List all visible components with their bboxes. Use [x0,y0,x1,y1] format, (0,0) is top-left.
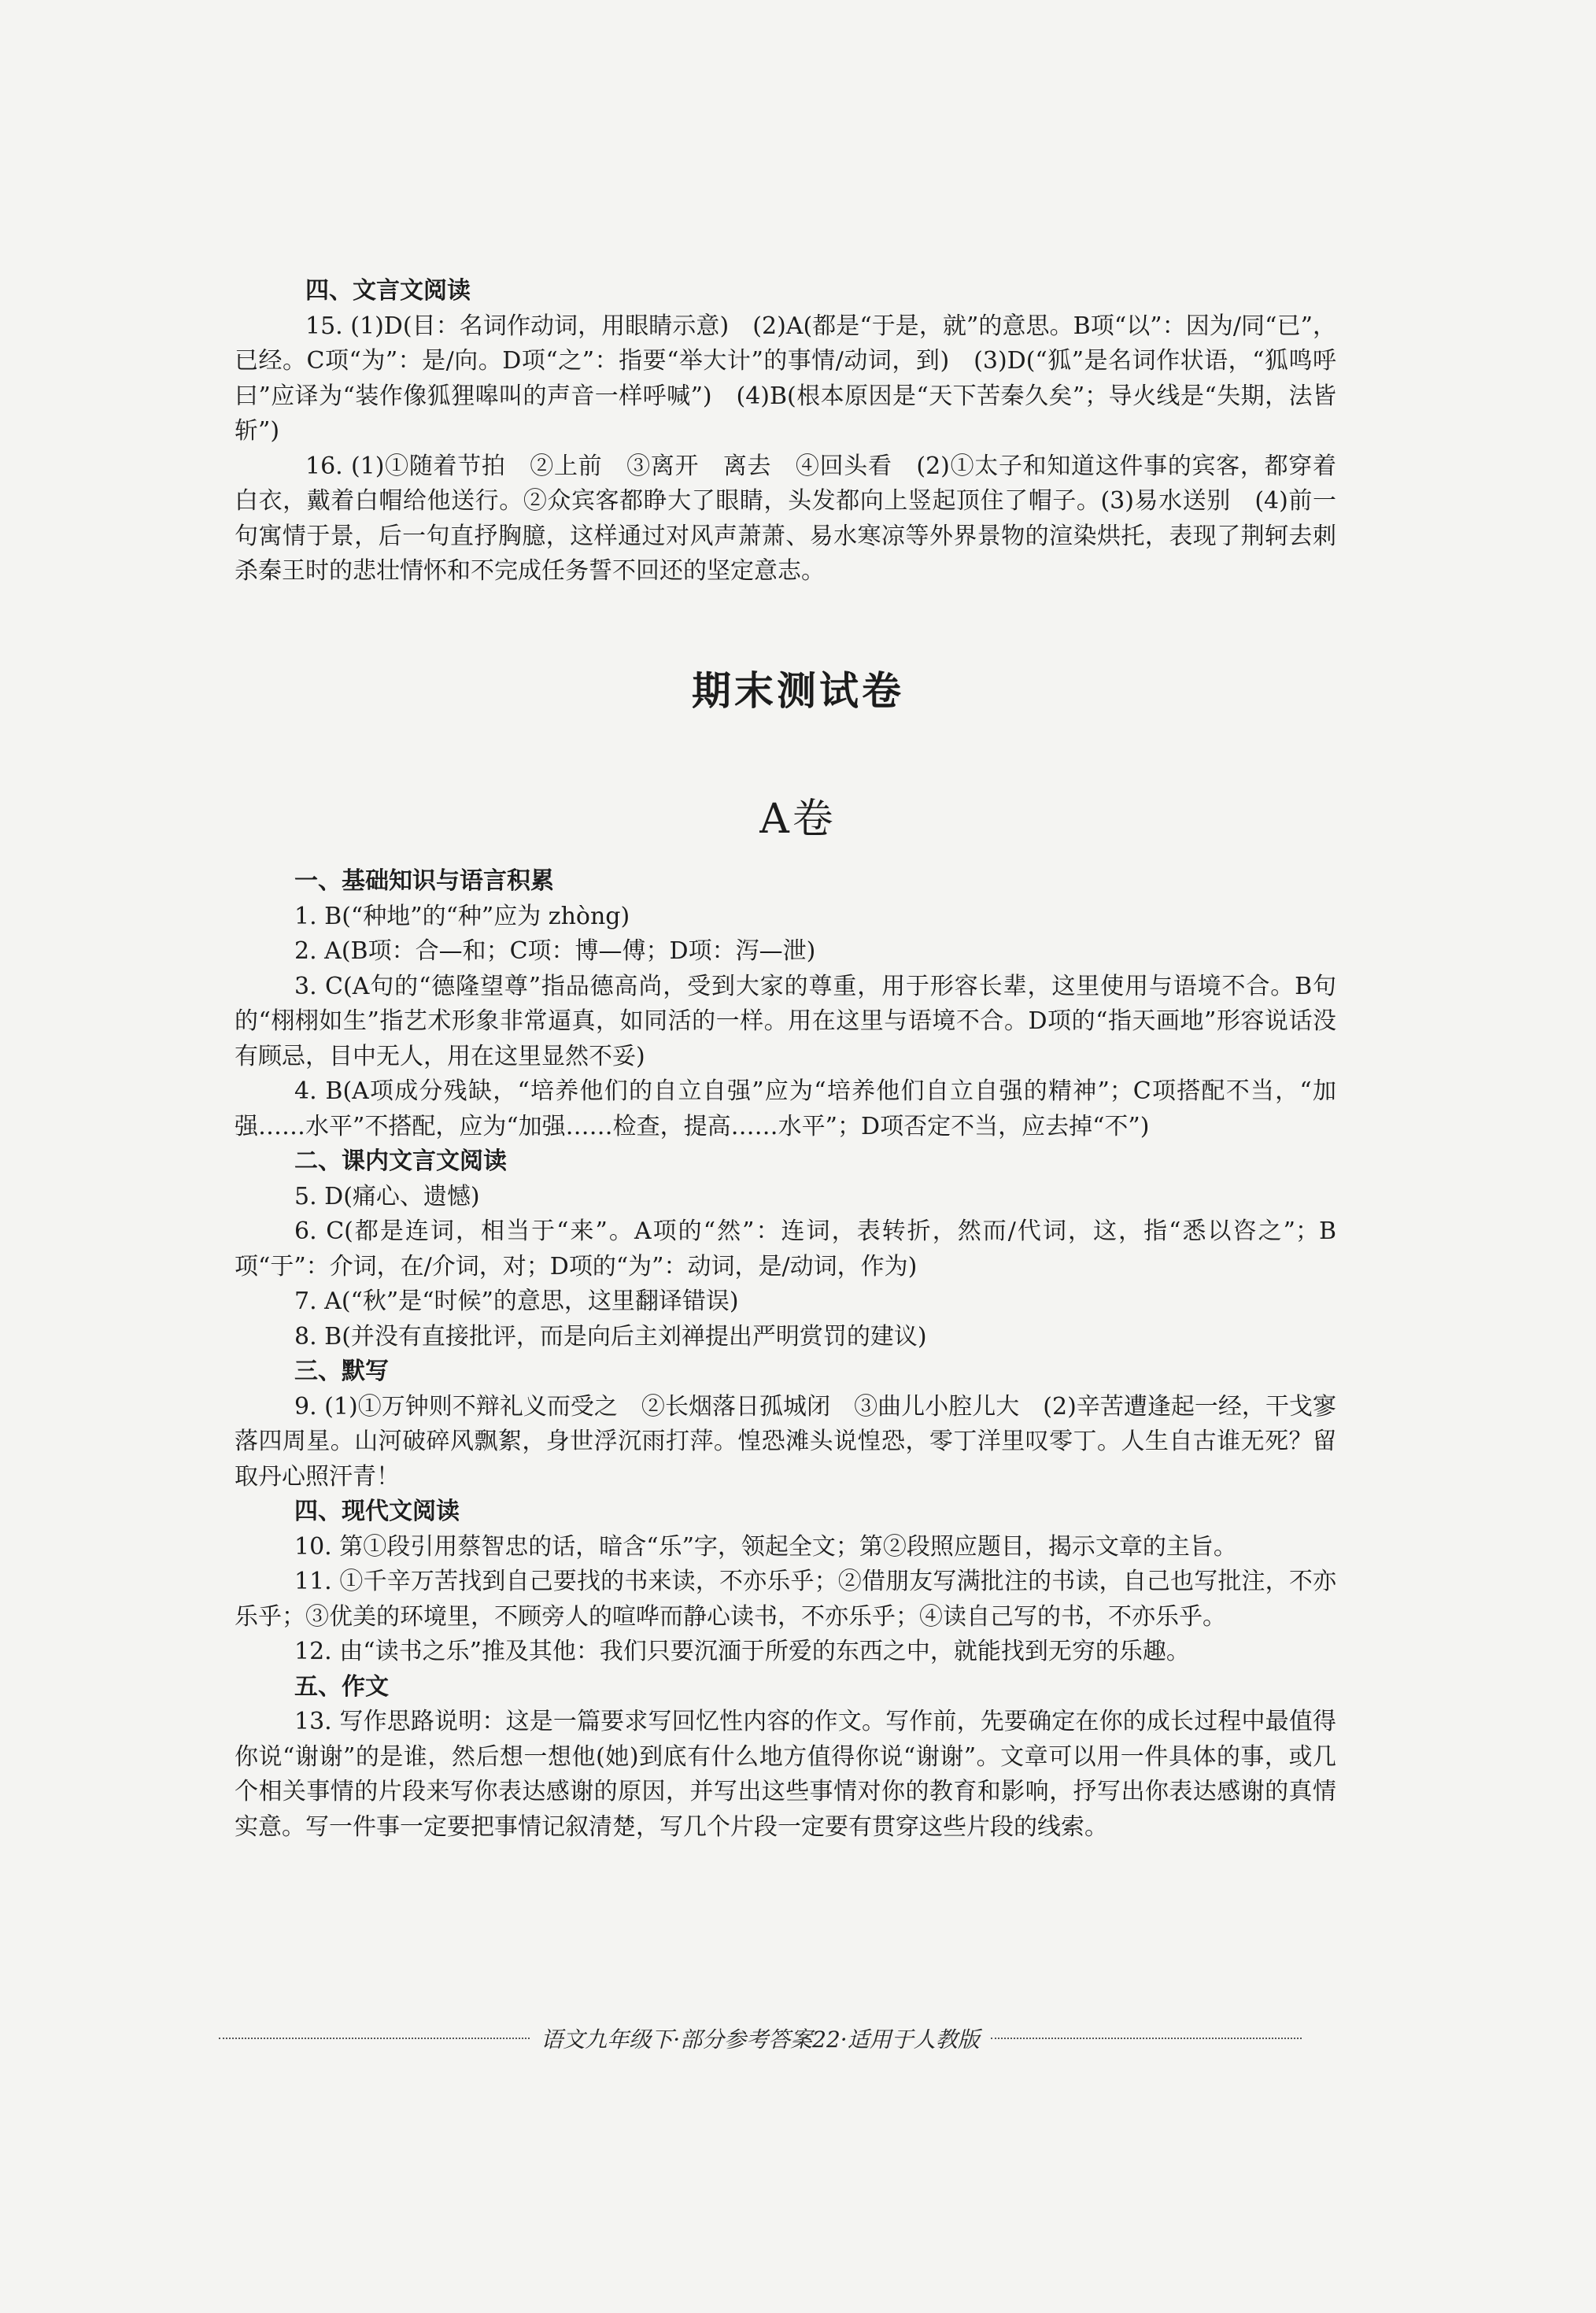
section-heading: 五、作文 [294,1672,389,1701]
answer-paragraph: 5. D(痛心、遗憾) [294,1182,480,1210]
answer-paragraph: 1. B(“种地”的“种”应为 zhòng) [294,902,630,930]
footer-dotted-rule-left [219,2038,530,2039]
footer-dotted-rule-right [991,2038,1302,2039]
answer-paragraph: 4. B(A项成分残缺，“培养他们的自立自强”应为“培养他们自立自强的精神”；C项搭配不当，“加强……水平”不搭配，应为“加强……检查，提高……水平”；D项否定不当，应去掉“不”) [235,1077,1336,1140]
answer-paragraph: 7. A(“秋”是“时候”的意思，这里翻译错误) [294,1288,739,1315]
section-heading: 三、默写 [294,1358,389,1385]
answer-paragraph: 8. B(并没有直接批评，而是向后主刘禅提出严明赏罚的建议) [294,1322,927,1350]
answer-paragraph: 9. (1)①万钟则不辩礼义而受之 ②长烟落日孤城闭 ③曲儿小腔儿大 (2)辛苦遭逢起一经，干戈寥落四周星。山河破碎风飘絮，身世浮沉雨打萍。惶恐滩头说惶恐，零丁洋里叹零丁。人生自古谁无死？留取丹心照汗青！ [235,1392,1336,1491]
answer-paragraph: 15. (1)D(目：名词作动词，用眼睛示意) (2)A(都是“于是，就”的意思。B项“以”：因为/同“已”，已经。C项“为”：是/向。D项“之”：指要“举大计”的事情/动词，到) (3)D(“狐”是名词作状语，“狐鸣呼曰”应译为“装作像狐狸嗥叫的声音一样呼喊”) (4)B(根本原因是“天下苦秦久矣”；导火线是“失期，法皆斩”) [235,312,1336,445]
footer-text: 语文九年级下·部分参考答案22·适用于人教版 [541,2027,980,2053]
answer-paragraph: 6. C(都是连词，相当于“来”。A项的“然”：连词，表转折，然而/代词，这，指“悉以咨之”；B项“于”：介词，在/介词，对；D项的“为”：动词，是/动词，作为) [235,1217,1336,1280]
answer-paragraph: 13. 写作思路说明：这是一篇要求写回忆性内容的作文。写作前，先要确定在你的成长过程中最值得你说“谢谢”的是谁，然后想一想他(她)到底有什么地方值得你说“谢谢”。文章可以用一件具体的事，或几个相关事情的片段来写你表达感谢的原因，并写出这些事情对你的教育和影响，抒写出你表达感谢的真情实意。写一件事一定要把事情记叙清楚，写几个片段一定要有贯穿这些片段的线索。 [235,1708,1336,1841]
volume-title: A卷 [759,796,837,843]
section-heading: 二、课内文言文阅读 [294,1147,507,1175]
answer-paragraph: 12. 由“读书之乐”推及其他：我们只要沉湎于所爱的东西之中，就能找到无穷的乐趣。 [294,1638,1190,1665]
classical-reading-section [235,274,1336,589]
answer-paragraph: 2. A(B项：合—和；C项：博—傅；D项：泻—泄) [294,937,816,965]
answer-paragraph: 3. C(A句的“德隆望尊”指品德高尚，受到大家的尊重，用于形容长辈，这里使用与语境不合。B句的“栩栩如生”指艺术形象非常逼真，如同活的一样。用在这里与语境不合。D项的“指天画地”形容说话没有顾忌，目中无人，用在这里显然不妥) [235,972,1336,1070]
page-footer [219,2023,1302,2054]
section-heading: 四、现代文阅读 [294,1498,460,1525]
section-heading: 四、文言文阅读 [305,277,471,305]
exam-title: 期末测试卷 [692,668,904,714]
answer-paragraph: 10. 第①段引用蔡智忠的话，暗含“乐”字，领起全文；第②段照应题目，揭示文章的主旨。 [294,1532,1237,1561]
answer-paragraph: 16. (1)①随着节拍 ②上前 ③离开 离去 ④回头看 (2)①太子和知道这件事的宾客，都穿着白衣，戴着白帽给他送行。②众宾客都睁大了眼睛，头发都向上竖起顶住了帽子。(3)易水送别 (4)前一句寓情于景，后一句直抒胸臆，这样通过对风声萧萧、易水寒凉等外界景物的渲染烘托，表现了荆轲去刺杀秦王时的悲壮情怀和不完成任务誓不回还的坚定意志。 [235,452,1336,585]
answer-paragraph: 11. ①千辛万苦找到自己要找的书来读，不亦乐乎；②借朋友写满批注的书读，自己也写批注，不亦乐乎；③优美的环境里，不顾旁人的喧哗而静心读书，不亦乐乎；④读自己写的书，不亦乐乎。 [235,1568,1336,1631]
answers-body [235,864,1336,1845]
section-heading: 一、基础知识与语言积累 [294,867,554,895]
